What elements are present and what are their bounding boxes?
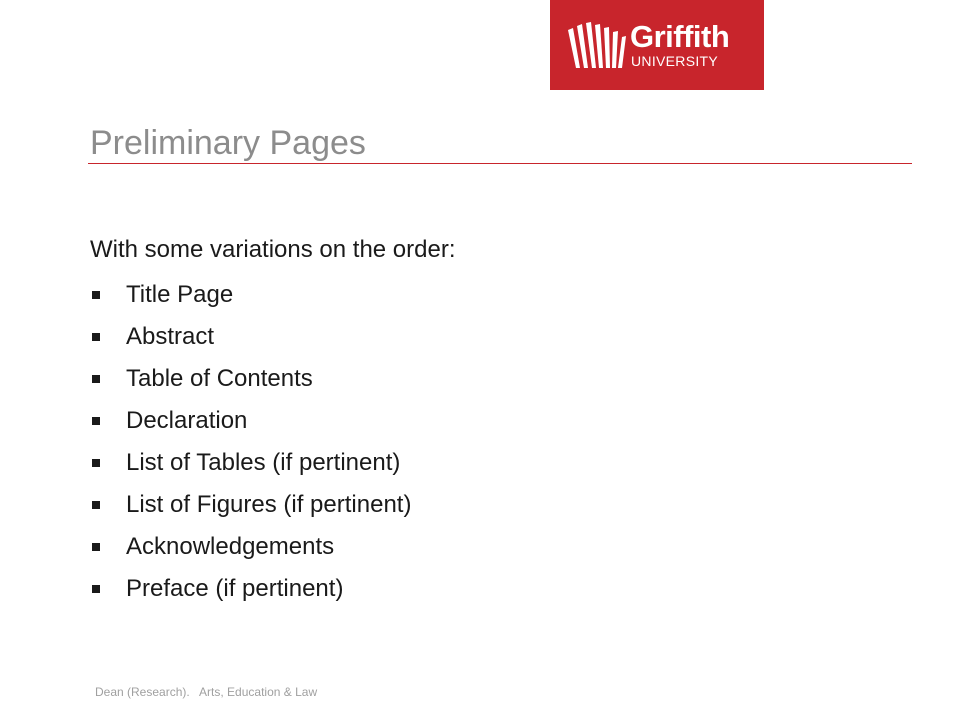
footer-text: Dean (Research). Arts, Education & Law bbox=[95, 685, 318, 699]
logo-subtitle: UNIVERSITY bbox=[631, 53, 719, 69]
square-bullet-icon bbox=[92, 333, 100, 341]
bullet-text: Title Page bbox=[126, 281, 234, 308]
bullet-item bbox=[90, 274, 411, 316]
square-bullet-icon bbox=[92, 291, 100, 299]
bullet-text: Acknowledgements bbox=[126, 533, 335, 560]
square-bullet-icon bbox=[92, 501, 100, 509]
slide-title: Preliminary Pages bbox=[90, 124, 366, 162]
bullet-item bbox=[90, 442, 411, 484]
logo-wordmark: Griffith bbox=[630, 19, 730, 54]
square-bullet-icon bbox=[92, 459, 100, 467]
griffith-leaf-logo-icon bbox=[566, 22, 626, 68]
bullet-text: List of Figures (if pertinent) bbox=[126, 491, 412, 518]
square-bullet-icon bbox=[92, 543, 100, 551]
bullet-text: Declaration bbox=[126, 407, 248, 434]
bullet-item bbox=[90, 358, 411, 400]
bullet-text: Abstract bbox=[126, 323, 215, 350]
bullet-item bbox=[90, 526, 411, 568]
bullet-item bbox=[90, 400, 411, 442]
bullet-item bbox=[90, 484, 411, 526]
bullet-text: Table of Contents bbox=[126, 365, 313, 392]
bullet-text: Preface (if pertinent) bbox=[126, 575, 344, 602]
bullet-list bbox=[90, 274, 411, 610]
square-bullet-icon bbox=[92, 585, 100, 593]
square-bullet-icon bbox=[92, 375, 100, 383]
title-divider bbox=[88, 163, 912, 164]
square-bullet-icon bbox=[92, 417, 100, 425]
griffith-logo bbox=[550, 0, 764, 90]
bullet-item bbox=[90, 568, 411, 610]
bullet-text: List of Tables (if pertinent) bbox=[126, 449, 401, 476]
bullet-item bbox=[90, 316, 411, 358]
intro-text: With some variations on the order: bbox=[90, 236, 456, 263]
